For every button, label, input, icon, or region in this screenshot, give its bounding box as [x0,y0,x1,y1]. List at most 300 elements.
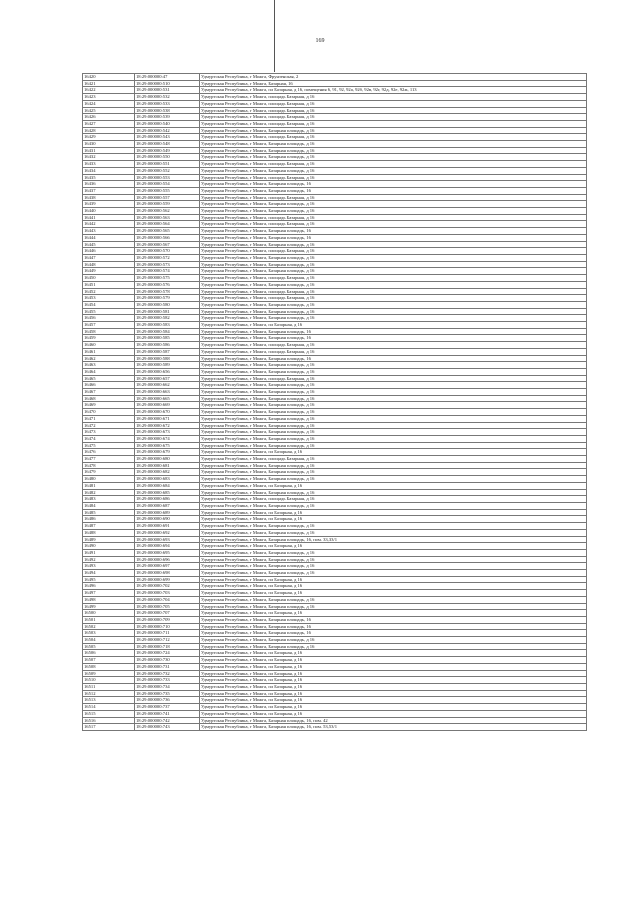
address: Удмуртская Республика, г Можга, Базарная площадь, д 16 [200,254,587,261]
cadastral-number: 18:29:000000:582 [135,315,200,322]
table-row [83,382,587,389]
row-number: 16425 [83,107,135,114]
table-row [83,228,587,235]
row-number: 16481 [83,482,135,489]
table-row [83,683,587,690]
address: Удмуртская Республика, г Можга, площадь Базарная, д 16 [200,375,587,382]
table-row [83,489,587,496]
table-row [83,543,587,550]
cadastral-number: 18:29:000000:549 [135,147,200,154]
cadastral-number: 18:29:000000:699 [135,576,200,583]
row-number: 16424 [83,100,135,107]
address: Удмуртская Республика, г Можга, Базарная площадь, д 16 [200,523,587,530]
cadastral-number: 18:29:000000:698 [135,570,200,577]
table-row [83,650,587,657]
cadastral-number: 18:29:000000:564 [135,221,200,228]
row-number: 16505 [83,643,135,650]
address: Удмуртская Республика, г Можга, Базарная площадь, д 16 [200,241,587,248]
row-number: 16466 [83,382,135,389]
cadastral-number: 18:29:000000:731 [135,663,200,670]
table-row [83,268,587,275]
row-number: 16465 [83,375,135,382]
address: Удмуртская Республика, г Можга, Базарная площадь, д 16 [200,402,587,409]
row-number: 16477 [83,456,135,463]
cadastral-number: 18:29:000000:736 [135,697,200,704]
table-row [83,415,587,422]
table-row [83,637,587,644]
row-number: 16512 [83,690,135,697]
row-number: 16432 [83,154,135,161]
table-row [83,295,587,302]
table-row [83,469,587,476]
table-row [83,643,587,650]
cadastral-number: 18:29:000000:702 [135,583,200,590]
table-row [83,241,587,248]
address: Удмуртская Республика, г Можга, пл Базарная, д 16 [200,482,587,489]
table-row [83,281,587,288]
cadastral-number: 18:29:000000:559 [135,201,200,208]
address: Удмуртская Республика, г Можга, Базарная площадь, д 16 [200,435,587,442]
cadastral-number: 18:29:000000:555 [135,187,200,194]
address: Удмуртская Республика, г Можга, Базарная площадь, д 16 [200,127,587,134]
table-row [83,590,587,597]
address: Удмуртская Республика, г Можга, Базарная площадь, д 16 [200,603,587,610]
row-number: 16502 [83,623,135,630]
table-row [83,342,587,349]
cadastral-number: 18:29:000000:682 [135,469,200,476]
cadastral-number: 18:29:000000:531 [135,87,200,94]
cadastral-number: 18:29:000000:548 [135,141,200,148]
cadastral-number: 18:29:000000:656 [135,368,200,375]
table-row [83,623,587,630]
row-number: 16462 [83,355,135,362]
address: Удмуртская Республика, г Можга, Базарная площадь, д 16 [200,415,587,422]
address: Удмуртская Республика, г Можга, Базарная площадь, 16 [200,181,587,188]
table-row [83,355,587,362]
cadastral-number: 18:29:000000:694 [135,543,200,550]
cadastral-number: 18:29:000000:574 [135,268,200,275]
row-number: 16501 [83,616,135,623]
row-number: 16484 [83,503,135,510]
table-row [83,389,587,396]
address: Удмуртская Республика, г Можга, пл Базарная, д 16 [200,583,587,590]
cadastral-number: 18:29:000000:695 [135,549,200,556]
address: Удмуртская Республика, г Можга, пл Базарная, д 16 [200,449,587,456]
row-number: 16500 [83,610,135,617]
cadastral-number: 18:29:000000:733 [135,677,200,684]
cadastral-number: 18:29:000000:576 [135,281,200,288]
cadastral-number: 18:29:000000:685 [135,489,200,496]
cadastral-number: 18:29:000000:665 [135,395,200,402]
address: Удмуртская Республика, г Можга, Базарная площадь, д 16 [200,637,587,644]
cadastral-number: 18:29:000000:662 [135,382,200,389]
row-number: 16447 [83,254,135,261]
cadastral-number: 18:29:000000:696 [135,556,200,563]
cadastral-number: 18:29:000000:543 [135,134,200,141]
row-number: 16422 [83,87,135,94]
table-row [83,375,587,382]
table-row [83,690,587,697]
cadastral-number: 18:29:000000:553 [135,174,200,181]
row-number: 16507 [83,657,135,664]
address: Удмуртская Республика, г Можга, пл Базарная, д 16, помещения 6, 91, 92, 92а, 92б, 92в, 92г, 92д, 92е, 92ж, 113 [200,87,587,94]
address: Удмуртская Республика, г Можга, Базарная площадь, д 16 [200,489,587,496]
table-row [83,596,587,603]
table-row [83,509,587,516]
address: Удмуртская Республика, г Можга, Базарная площадь, д 16 [200,462,587,469]
address: Удмуртская Республика, г Можга, пл Базарная, д 16 [200,697,587,704]
row-number: 16476 [83,449,135,456]
address: Удмуртская Республика, г Можга, площадь Базарная, д 16 [200,288,587,295]
row-number: 16423 [83,94,135,101]
cadastral-number: 18:29:000000:684 [135,482,200,489]
cadastral-number: 18:29:000000:692 [135,529,200,536]
cadastral-number: 18:29:000000:532 [135,94,200,101]
address: Удмуртская Республика, г Можга, Базарная площадь, д 16 [200,395,587,402]
cadastral-number: 18:29:000000:718 [135,643,200,650]
table-row [83,261,587,268]
row-number: 16499 [83,603,135,610]
address: Удмуртская Республика, г Можга, Базарная площадь, д 16 [200,301,587,308]
cadastral-number: 18:29:000000:589 [135,362,200,369]
table-row [83,301,587,308]
row-number: 16446 [83,248,135,255]
table-row [83,181,587,188]
address: Удмуртская Республика, г Можга, площадь Базарная, д 16 [200,100,587,107]
address: Удмуртская Республика, г Можга, Базарная площадь, 16 [200,630,587,637]
row-number: 16486 [83,516,135,523]
row-number: 16431 [83,147,135,154]
cadastral-number: 18:29:000000:743 [135,724,200,731]
table-row [83,322,587,329]
address: Удмуртская Республика, г Можга, Базарная площадь, д 16 [200,154,587,161]
row-number: 16430 [83,141,135,148]
address: Удмуртская Республика, г Можга, пл Базарная, д 16 [200,657,587,664]
address: Удмуртская Республика, г Можга, площадь Базарная, д 16 [200,348,587,355]
table-row [83,80,587,87]
table-row [83,275,587,282]
cadastral-number: 18:29:000000:583 [135,322,200,329]
row-number: 16449 [83,268,135,275]
row-number: 16428 [83,127,135,134]
table-row [83,194,587,201]
address: Удмуртская Республика, г Можга, Базарная площадь, д 16 [200,167,587,174]
table-row [83,335,587,342]
row-number: 16478 [83,462,135,469]
table-row [83,288,587,295]
table-row [83,187,587,194]
cadastral-number: 18:29:000000:689 [135,509,200,516]
address: Удмуртская Республика, г Можга, пл Базарная, д 16 [200,610,587,617]
table-row [83,234,587,241]
cadastral-number: 18:29:000000:741 [135,710,200,717]
cadastral-number: 18:29:000000:554 [135,181,200,188]
address: Удмуртская Республика, г Можга, площадь Базарная, д 16 [200,94,587,101]
page-number: 169 [315,38,325,44]
row-number: 16421 [83,80,135,87]
row-number: 16480 [83,476,135,483]
address: Удмуртская Республика, г Можга, Базарная площадь, 16, пом. 33,33/1 [200,536,587,543]
table-row [83,107,587,114]
cadastral-number: 18:29:000000:575 [135,275,200,282]
address: Удмуртская Республика, г Можга, площадь Базарная, д 16 [200,214,587,221]
cadastral-number: 18:29:000000:588 [135,355,200,362]
row-number: 16497 [83,590,135,597]
address: Удмуртская Республика, г Можга, Базарная площадь, д 16 [200,549,587,556]
address: Удмуртская Республика, г Можга, Базарная площадь, 16, пом. 42 [200,717,587,724]
row-number: 16454 [83,301,135,308]
row-number: 16457 [83,322,135,329]
row-number: 16427 [83,120,135,127]
row-number: 16475 [83,442,135,449]
table-row [83,214,587,221]
table-row [83,476,587,483]
cadastral-number: 18:29:000000:691 [135,523,200,530]
cadastral-number: 18:29:000000:711 [135,630,200,637]
table-row [83,704,587,711]
table-row [83,167,587,174]
address: Удмуртская Республика, г Можга, площадь Базарная, д 16 [200,456,587,463]
address: Удмуртская Республика, г Можга, Базарная площадь, д 16 [200,261,587,268]
cadastral-number: 18:29:000000:538 [135,107,200,114]
address: Удмуртская Республика, г Можга, Базарная площадь, д 16 [200,208,587,215]
row-number: 16468 [83,395,135,402]
address: Удмуртская Республика, г Можга, Базарная площадь, д 16 [200,643,587,650]
row-number: 16498 [83,596,135,603]
table-row [83,114,587,121]
cadastral-number: 18:29:000000:732 [135,670,200,677]
row-number: 16513 [83,697,135,704]
table-row [83,717,587,724]
table-row [83,328,587,335]
table-row [83,94,587,101]
row-number: 16464 [83,368,135,375]
cadastral-number: 18:29:000000:681 [135,462,200,469]
row-number: 16452 [83,288,135,295]
row-number: 16490 [83,543,135,550]
cadastral-number: 18:29:000000:587 [135,348,200,355]
cadastral-number: 18:29:000000:570 [135,248,200,255]
table-row [83,516,587,523]
address: Удмуртская Республика, г Можга, площадь Базарная, д 16 [200,275,587,282]
cadastral-number: 18:29:000000:679 [135,449,200,456]
address: Удмуртская Республика, г Можга, Базарная площадь, д 16 [200,281,587,288]
table-row [83,208,587,215]
row-number: 16472 [83,422,135,429]
row-number: 16436 [83,181,135,188]
cadastral-number: 18:29:000000:567 [135,241,200,248]
address: Удмуртская Республика, г Можга, Базарная площадь, 16, пом. 53,53/1 [200,724,587,731]
cadastral-number: 18:29:000000:572 [135,254,200,261]
table-row [83,670,587,677]
address: Удмуртская Республика, г Можга, площадь Базарная, д 16 [200,221,587,228]
cadastral-number: 18:29:000000:563 [135,214,200,221]
row-number: 16426 [83,114,135,121]
row-number: 16493 [83,563,135,570]
address: Удмуртская Республика, г Можга, площадь Базарная, д 16 [200,120,587,127]
cadastral-number: 18:29:000000:542 [135,127,200,134]
table-row [83,147,587,154]
row-number: 16509 [83,670,135,677]
address: Удмуртская Республика, г Можга, Базарная площадь, д 16 [200,563,587,570]
row-number: 16444 [83,234,135,241]
row-number: 16450 [83,275,135,282]
row-number: 16471 [83,415,135,422]
address: Удмуртская Республика, г Можга, Базарная площадь, д 16 [200,556,587,563]
cadastral-number: 18:29:000000:674 [135,435,200,442]
address: Удмуртская Республика, г Можга, площадь Базарная, д 16 [200,342,587,349]
cadastral-number: 18:29:000000:566 [135,234,200,241]
cadastral-number: 18:29:000000:730 [135,657,200,664]
row-number: 16420 [83,74,135,81]
cadastral-number: 18:29:000000:690 [135,516,200,523]
cadastral-number: 18:29:000000:697 [135,563,200,570]
row-number: 16467 [83,389,135,396]
row-number: 16504 [83,637,135,644]
address: Удмуртская Республика, г Можга, Базарная площадь, д 16 [200,308,587,315]
table-row [83,127,587,134]
address: Удмуртская Республика, г Можга, площадь Базарная, д 16 [200,174,587,181]
row-number: 16441 [83,214,135,221]
address: Удмуртская Республика, г Можга, Базарная площадь, д 16 [200,429,587,436]
cadastral-number: 18:29:000000:580 [135,301,200,308]
row-number: 16494 [83,570,135,577]
address: Удмуртская Республика, г Можга, пл Базарная, д 16 [200,516,587,523]
table-row [83,435,587,442]
table-row [83,74,587,81]
cadastral-number: 18:29:000000:687 [135,503,200,510]
row-number: 16514 [83,704,135,711]
cadastral-number: 18:29:000000:47 [135,74,200,81]
address: Удмуртская Республика, г Можга, пл Базарная, д 16 [200,677,587,684]
row-number: 16429 [83,134,135,141]
row-number: 16440 [83,208,135,215]
cadastral-number: 18:29:000000:562 [135,208,200,215]
table-row [83,120,587,127]
address: Удмуртская Республика, г Можга, площадь Базарная, д 16 [200,496,587,503]
row-number: 16482 [83,489,135,496]
row-number: 16433 [83,161,135,168]
table-row [83,536,587,543]
row-number: 16503 [83,630,135,637]
address: Удмуртская Республика, г Можга, Базарная площадь, 16 [200,328,587,335]
cadastral-number: 18:29:000000:675 [135,442,200,449]
cadastral-number: 18:29:000000:551 [135,161,200,168]
address: Удмуртская Республика, г Можга, Базарная площадь, д 16 [200,442,587,449]
address: Удмуртская Республика, г Можга, Базарная площадь, 16 [200,623,587,630]
row-number: 16439 [83,201,135,208]
table-row [83,395,587,402]
table-row [83,442,587,449]
cadastral-number: 18:29:000000:673 [135,429,200,436]
table-row [83,201,587,208]
cadastral-number: 18:29:000000:557 [135,194,200,201]
address: Удмуртская Республика, г Можга, Базарная площадь, 16 [200,187,587,194]
address: Удмуртская Республика, г Можга, Базарная площадь, 16 [200,335,587,342]
address: Удмуртская Республика, г Можга, Базарная площадь, д 16 [200,596,587,603]
cadastral-number: 18:29:000000:672 [135,422,200,429]
cadastral-number: 18:29:000000:586 [135,342,200,349]
row-number: 16479 [83,469,135,476]
row-number: 16469 [83,402,135,409]
address: Удмуртская Республика, г Можга, Базарная площадь, д 16 [200,389,587,396]
row-number: 16455 [83,308,135,315]
table-row [83,429,587,436]
table-row [83,87,587,94]
table-row [83,161,587,168]
row-number: 16437 [83,187,135,194]
table-row [83,570,587,577]
table-row [83,610,587,617]
address: Удмуртская Республика, г Можга, Базарная площадь, 16 [200,234,587,241]
cadastral-number: 18:29:000000:663 [135,389,200,396]
table-row [83,697,587,704]
cadastral-number: 18:29:000000:510 [135,80,200,87]
table-row [83,254,587,261]
row-number: 16435 [83,174,135,181]
table-row [83,583,587,590]
row-number: 16434 [83,167,135,174]
address: Удмуртская Республика, г Можга, пл Базарная, д 16 [200,509,587,516]
table-row [83,523,587,530]
address: Удмуртская Республика, г Можга, Базарная площадь, 16 [200,228,587,235]
scan-margin-line [274,0,275,72]
table-row [83,663,587,670]
cadastral-number: 18:29:000000:680 [135,456,200,463]
address: Удмуртская Республика, г Можга, пл Базарная, д 16 [200,704,587,711]
address: Удмуртская Республика, г Можга, Базарная площадь, д 16 [200,141,587,148]
address: Удмуртская Республика, г Можга, пл Базарная, д 16 [200,710,587,717]
table-row [83,174,587,181]
address: Удмуртская Республика, г Можга, Фрунзенская, 2 [200,74,587,81]
cadastral-number: 18:29:000000:584 [135,328,200,335]
cadastral-number: 18:29:000000:693 [135,536,200,543]
table-row [83,603,587,610]
cadastral-number: 18:29:000000:683 [135,476,200,483]
row-number: 16438 [83,194,135,201]
cadastral-number: 18:29:000000:742 [135,717,200,724]
address: Удмуртская Республика, г Можга, пл Базарная, д 16 [200,590,587,597]
table-row [83,529,587,536]
row-number: 16483 [83,496,135,503]
table-row [83,154,587,161]
table-row [83,563,587,570]
cadastral-number: 18:29:000000:671 [135,415,200,422]
cadastral-number: 18:29:000000:704 [135,596,200,603]
address: Удмуртская Республика, г Можга, пл Базарная, д 16 [200,322,587,329]
table-row [83,308,587,315]
table-row [83,503,587,510]
table-row [83,402,587,409]
row-number: 16451 [83,281,135,288]
address: Удмуртская Республика, г Можга, Базарная площадь, д 16 [200,268,587,275]
table-row [83,556,587,563]
cadastral-number: 18:29:000000:585 [135,335,200,342]
row-number: 16448 [83,261,135,268]
row-number: 16453 [83,295,135,302]
cadastral-number: 18:29:000000:573 [135,261,200,268]
cadastral-number: 18:29:000000:539 [135,114,200,121]
row-number: 16460 [83,342,135,349]
row-number: 16458 [83,328,135,335]
row-number: 16463 [83,362,135,369]
row-number: 16508 [83,663,135,670]
row-number: 16506 [83,650,135,657]
table-row [83,221,587,228]
row-number: 16459 [83,335,135,342]
address: Удмуртская Республика, г Можга, Базарная площадь, д 16 [200,469,587,476]
address: Удмуртская Республика, г Можга, площадь Базарная, д 16 [200,107,587,114]
